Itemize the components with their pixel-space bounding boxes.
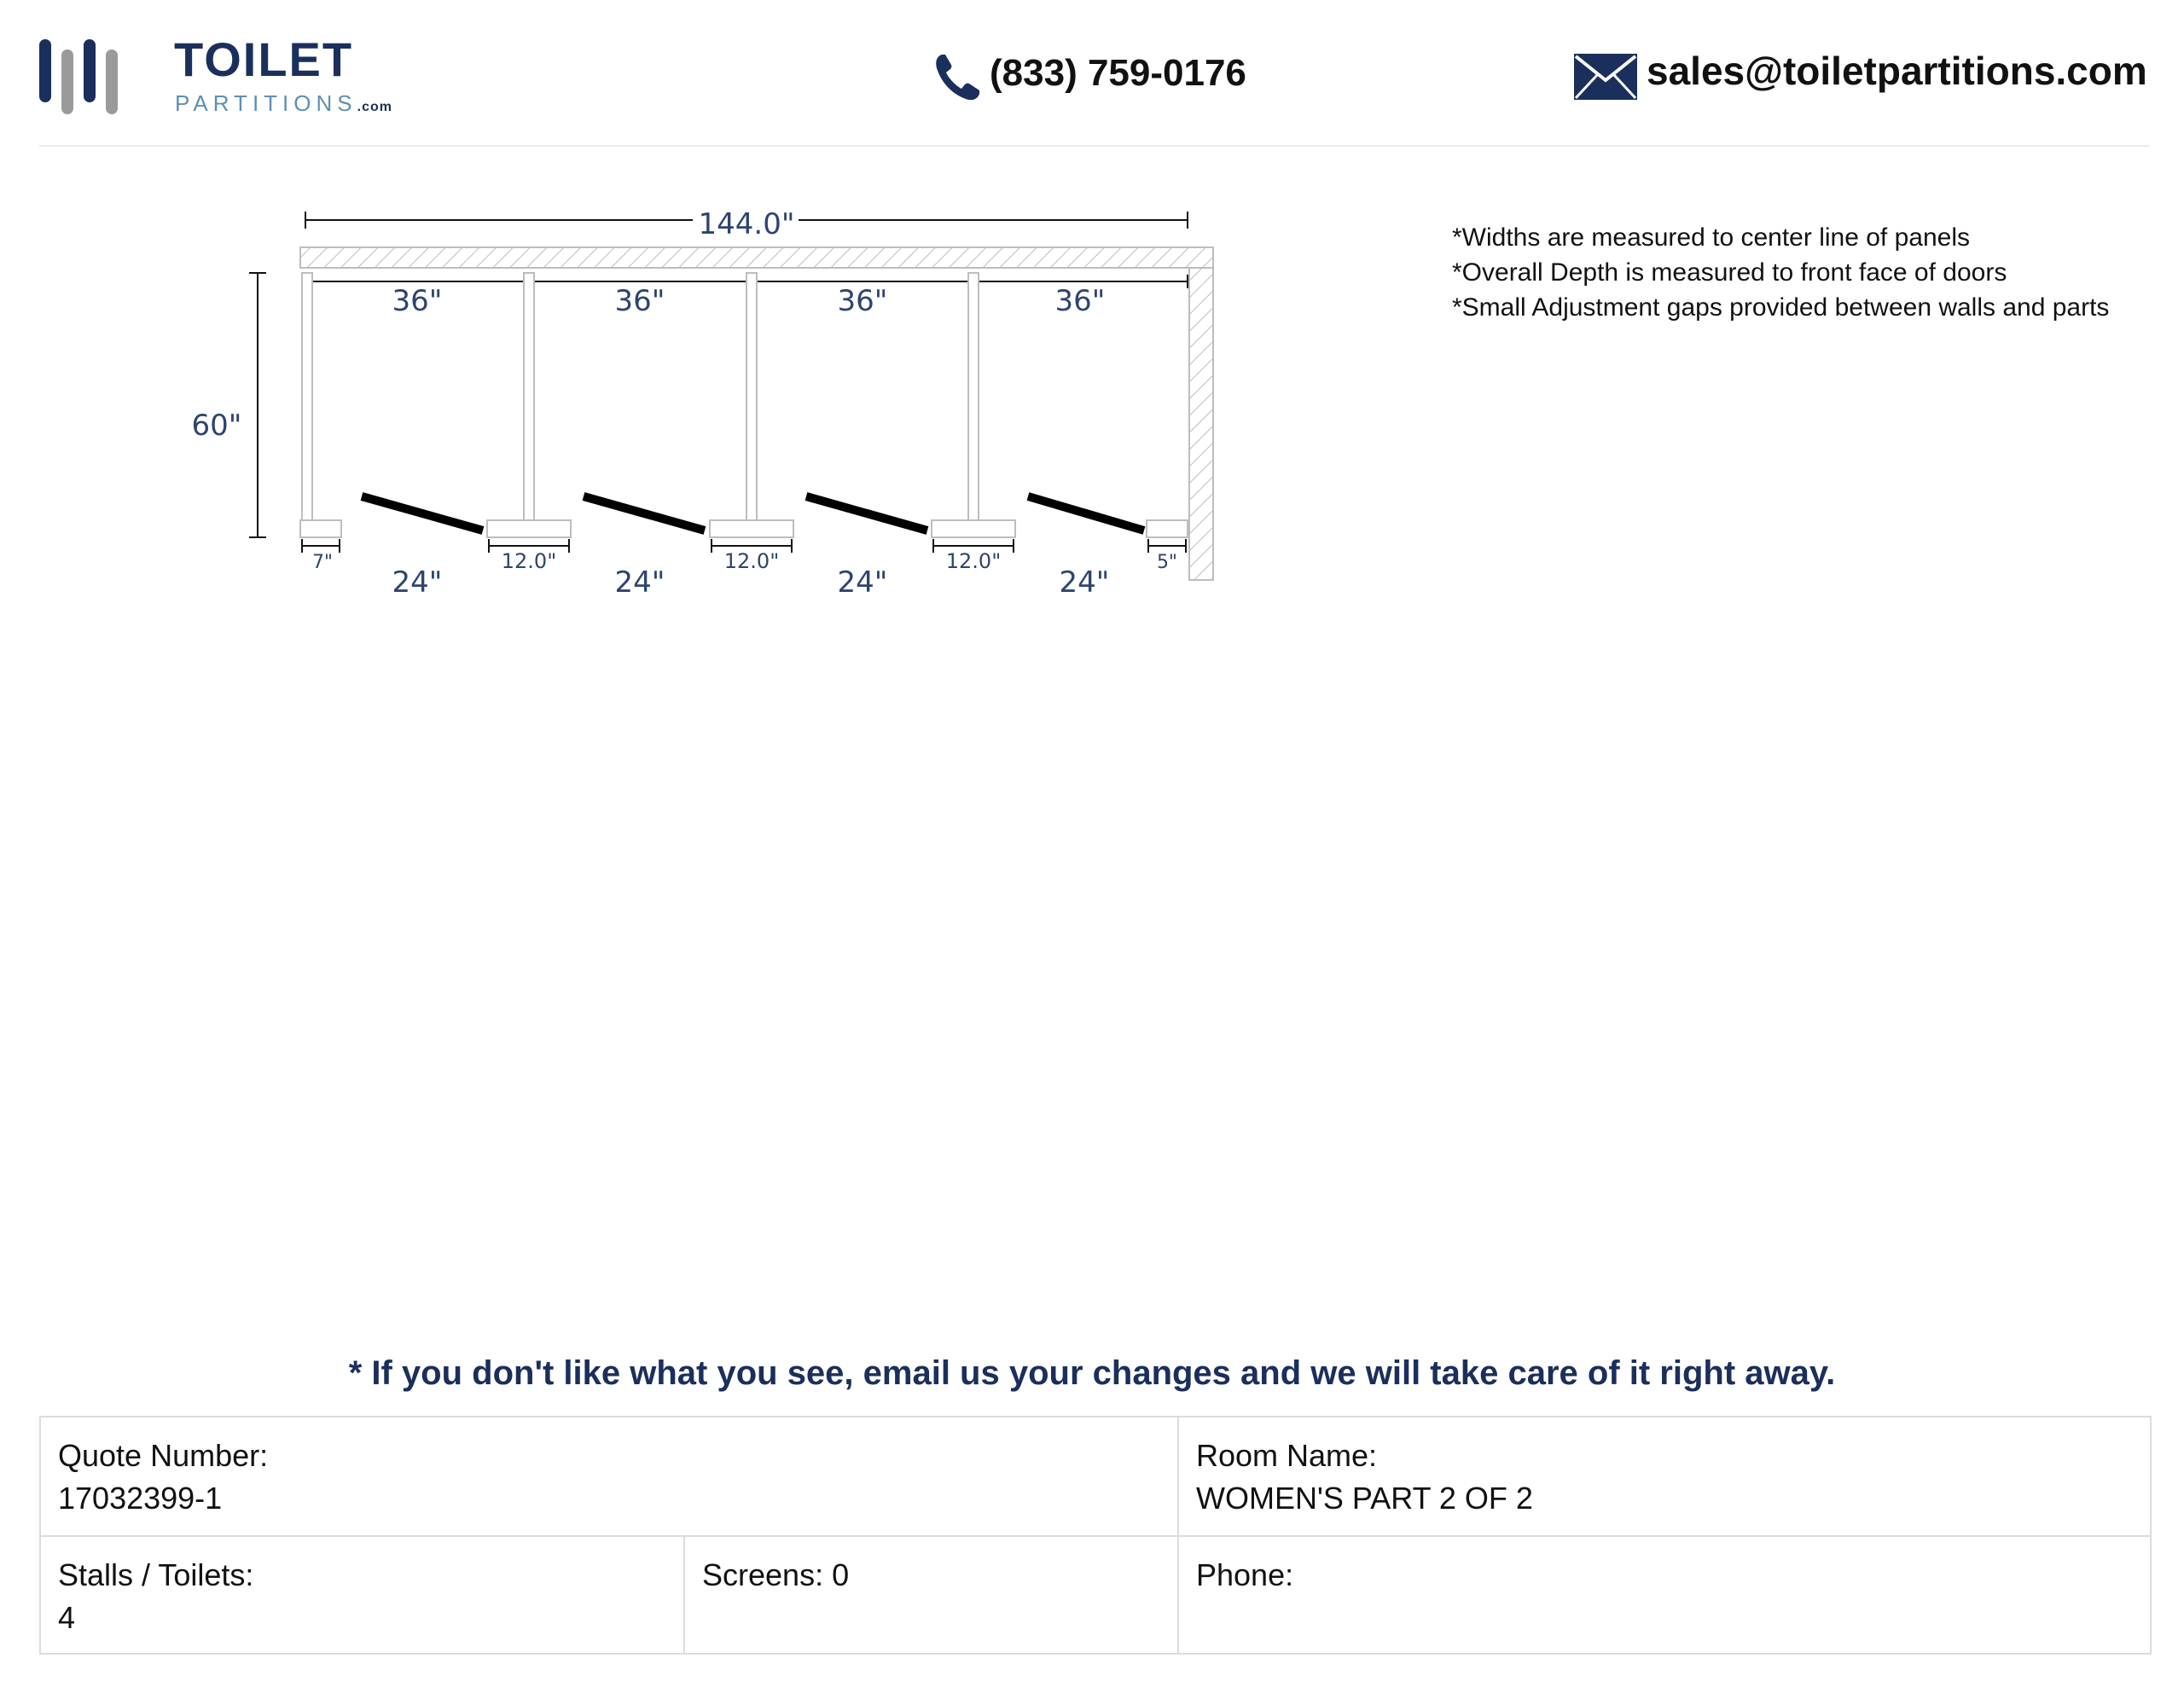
screens-cell: [685, 1537, 1176, 1653]
door-width-label: 24": [1059, 565, 1110, 600]
drawing-notes: [1452, 220, 2109, 325]
door: [1028, 496, 1144, 530]
door: [584, 496, 705, 530]
stall-width-label: 36": [614, 284, 665, 318]
panel: [302, 273, 312, 522]
logo-wordmark-bottom: PARTITIONS.com: [175, 90, 392, 116]
back-wall: [300, 247, 1213, 268]
note-line: *Overall Depth is measured to front face of doors: [1452, 258, 2007, 287]
door: [362, 496, 483, 530]
changes-message: * If you don't like what you see, email us your changes and we will take care of it right away.: [348, 1354, 1836, 1392]
door-width-label: 24": [837, 565, 888, 600]
door: [806, 496, 927, 530]
pilaster: [300, 520, 341, 537]
screens-value: Screens: 0: [702, 1557, 850, 1592]
room-name-value: WOMEN'S PART 2 OF 2: [1196, 1481, 1533, 1516]
quote-number-label: Quote Number:: [58, 1438, 269, 1473]
quote-info-table: [39, 1416, 2152, 1655]
pilaster-width-label: 12.0": [723, 549, 780, 573]
pilaster: [710, 520, 793, 537]
stalls-value: 4: [58, 1600, 76, 1635]
room-name-label: Room Name:: [1196, 1438, 1378, 1473]
pilaster-width-label: 5": [1156, 552, 1178, 573]
pilaster: [1147, 520, 1188, 537]
door-width-label: 24": [614, 565, 665, 600]
pilaster-width-label: 12.0": [945, 549, 1002, 573]
phone-cell: [1179, 1537, 2150, 1653]
door-width-label: 24": [392, 565, 443, 600]
logo-suffix: .com: [357, 100, 392, 114]
panel: [746, 273, 757, 522]
stall-width-label: 36": [392, 284, 443, 318]
pilaster: [487, 520, 571, 537]
note-line: *Small Adjustment gaps provided between walls and parts: [1452, 293, 2110, 322]
phone-link[interactable]: (833) 759-0176: [990, 52, 1246, 94]
stalls-cell: [41, 1537, 682, 1653]
stalls-label: Stalls / Toilets:: [58, 1557, 254, 1592]
stall-width-label: 36": [837, 284, 888, 318]
panel: [524, 273, 534, 522]
overall-width-label: 144.0": [698, 207, 795, 241]
quote-number-value: 17032399-1: [58, 1481, 223, 1516]
room-name-cell: [1179, 1417, 2150, 1535]
pilaster-width-label: 12.0": [501, 549, 557, 573]
phone-label: Phone:: [1196, 1557, 1294, 1592]
pilaster: [932, 520, 1015, 537]
stall-width-label: 36": [1054, 284, 1106, 318]
note-line: *Widths are measured to center line of panels: [1452, 223, 1970, 252]
quote-number-cell: [41, 1417, 1176, 1535]
pilaster-width-label: 7": [311, 552, 334, 573]
email-link[interactable]: sales@toiletpartitions.com: [1647, 49, 2147, 93]
depth-label: 60": [191, 409, 242, 443]
depth-dimension: [249, 273, 266, 537]
panel: [968, 273, 979, 522]
side-wall: [1189, 268, 1213, 580]
logo-wordmark-top: TOILET: [174, 32, 354, 86]
